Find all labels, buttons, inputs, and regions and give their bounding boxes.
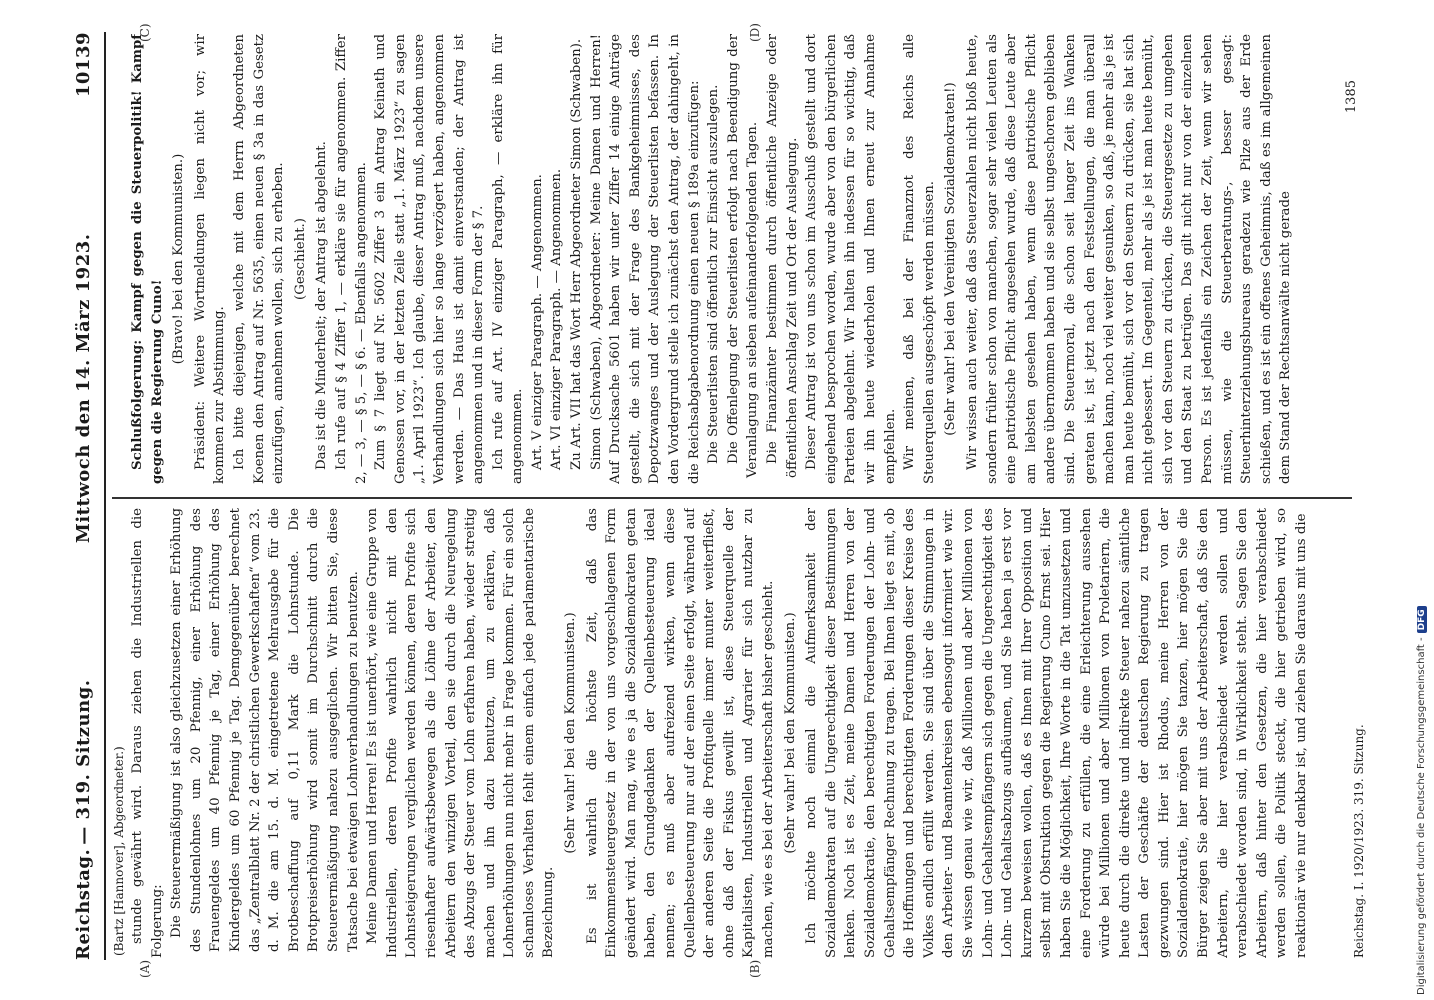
- right-column: [128, 34, 1338, 484]
- interjection: (Sehr wahr! bei den Kommunisten.): [782, 612, 798, 854]
- quoted-paragraph: Die Offenlegung der Steuerlisten erfolgt nach Beendigung der Veranlagung an sieben aufeinanderfolgenden Tagen.: [725, 34, 761, 478]
- paragraph: Zum § 7 liegt auf Nr. 5602 Ziffer 3 ein Antrag Keinath und Genossen vor, in der letzten Zeile statt „1. März 1923“ zu sagen „1. April 1923“. Ich glaube, dieser Antrag muß, nachdem unsere Verhandlungen sich hier so lange verzögert haben, angenommen werden. — Das Haus ist damit einverstanden; der Antrag ist angenommen und in dieser Form der § 7.: [373, 34, 487, 484]
- paragraph: Art. V einziger Paragraph. — Angenommen.: [529, 174, 545, 470]
- quoted-paragraph: Die Steuerlisten sind öffentlich zur Einsicht auszulegen.: [706, 84, 722, 464]
- paragraph: Dieser Antrag ist von uns schon im Ausschuß gestellt und dort eingehend besprochen worden, wurde aber von den bürgerlichen Parteien abgelehnt. Wir halten ihn indessen für so wichtig, daß wir ihn heute wiederholen und Ihnen erneut zur Annahme empfehlen.: [804, 34, 898, 484]
- paragraph: Ich bitte diejenigen, welche mit dem Herrn Abgeordneten Koenen den Antrag auf Nr. 5635, einen neuen § 3a in das Gesetz einzufügen, annehmen wollen, sich zu erheben.: [231, 34, 287, 484]
- rotated-document-page: [48, 20, 1388, 980]
- margin-mark-d: (D): [748, 23, 762, 42]
- paragraph: Wir wissen auch weiter, daß das Steuerzahlen nicht bloß heute, sondern früher schon von manchen, sogar sehr vielen Leuten als eine patriotische Pflicht angesehen wurde, daß diese Leute aber am liebsten gesehen haben, wenn diese patriotische Pflicht andere übernommen haben und sie selbst ungeschoren geblieben sind. Die Steuermoral, die schon seit langer Zeit ins Wanken geraten ist, ist jetzt nach den Feststellungen, die man überall machen kann, noch viel weiter gesunken, so daß, je mehr als je ist man heute bemüht, sich vor den Steuern zu drücken, sie hat sich nicht gebessert. Im Gegenteil, mehr als je ist man heute bemüht, sich vor den Steuern zu drücken, die Steuergesetze zu umgehen und den Staat zu betrügen. Das gilt nicht nur von der einzelnen Person. Es ist jedenfalls ein Zeichen der Zeit, wenn wir sehen müssen, wie die Steuerberatungs-, besser gesagt: Steuerhinterziehungsbureaus geradezu wie Pilze aus der Erde schießen, und es ist ein offenes Geheimnis, daß es im allgemeinen dem Stand der Rechtsanwälte nicht gerade: [964, 34, 1294, 484]
- paragraph: Art. VI einziger Paragraph. — Angenommen.: [549, 168, 565, 470]
- paragraph: Zu Art. VII hat das Wort Herr Abgeordneter Simon (Schwaben).: [569, 38, 585, 470]
- paragraph: Ich rufe auf § 4 Ziffer 1, — erkläre sie für angenommen. Ziffer 2, — 3, — § 5, — § 6. — Ebenfalls angenommen.: [333, 34, 369, 484]
- header-date: Mittwoch den 14. März 1923.: [72, 233, 94, 544]
- column-divider: [112, 497, 1352, 499]
- dfg-logo: DFG: [1417, 606, 1427, 633]
- page-number: 10139: [72, 32, 94, 98]
- margin-mark-a: (A): [138, 959, 152, 978]
- interjection: (Sehr wahr! bei den Kommunisten.): [563, 612, 579, 854]
- paragraph: stunde gewährt wird. Daraus ziehen die Industriellen die Folgerung:: [130, 508, 165, 958]
- paragraph: Ich rufe auf Art. IV einziger Paragraph, — erkläre ihn für angenommen.: [490, 34, 526, 484]
- footer-right: 1385: [1344, 80, 1359, 114]
- paragraph: Simon (Schwaben), Abgeordneter: Meine Damen und Herren! Auf Drucksache 5601 haben wir unter Ziffer 14 einige Anträge gestellt, die sich mit der Frage des Bankgeheimnisses, des Depotzwanges und der Auslegung der Steuerlisten befassen. In den Vordergrund stelle ich zunächst den Antrag, der dahingeht, in die Reichsabgabenordnung einen neuen § 189a einzufügen:: [588, 34, 702, 484]
- digitization-note-text: Digitalisierung gefördert durch die Deutsche Forschungsgemeinschaft -: [1416, 637, 1427, 995]
- interjection: (Bravo! bei den Kommunisten.): [171, 153, 187, 365]
- left-column: [128, 508, 1338, 958]
- page-header: [62, 32, 106, 960]
- paragraph: Es ist wahrlich die höchste Zeit, daß das Einkommensteuergesetz in der von uns vorgeschlagenen Form geändert wird. Man mag, wie es ja die Sozialdemokraten getan haben, den Grundgedanken der Quellenbesteuerung ideal nennen; es muß aber aufreizend wirken, wenn diese Quellenbesteuerung nur auf der einen Seite erfolgt, während auf der anderen Seite die Profitquelle immer munter weiterfließt, ohne daß der Fiskus gewillt ist, diese Steuerquelle der Kapitalisten, Industriellen und Agrarier für sich nutzbar zu machen, wie es bei der Arbeiterschaft bisher geschieht.: [584, 508, 776, 958]
- interjection: (Sehr wahr! bei den Vereinigten Sozialdemokraten!): [943, 82, 959, 436]
- interjection: (Geschieht.): [292, 218, 308, 300]
- paragraph: Schlußfolgerung: Kampf gegen die Steuerpolitik! Kampf gegen die Regierung Cuno!: [130, 34, 165, 484]
- margin-mark-c: (C): [138, 23, 152, 42]
- header-left: [73, 679, 94, 960]
- paragraph: Meine Damen und Herren! Es ist unerhört, wie eine Gruppe von Industriellen, deren Profite wahrlich nicht mit den Lohnsteigerungen verglichen werden können, deren Profite sich riesenhafter aufwärtsbewegen als die Löhne der Arbeiter, den Arbeitern den winzigen Vorteil, den sie durch die Neuregelung des Abzugs der Steuer vom Lohn erfahren haben, wieder streitig machen und ihn dazu benutzen, um zu erklären, daß Lohnerhöhungen nun nicht mehr in Frage kommen. Für ein solch schamloses Verhalten fehlt einem einfach jede parlamentarische Bezeichnung.: [365, 508, 557, 958]
- paragraph: Das ist die Minderheit; der Antrag ist abgelehnt.: [314, 141, 330, 470]
- paragraph: Wir meinen, daß bei der Finanznot des Reichs alle Steuerquellen ausgeschöpft werden müssen.: [902, 34, 937, 484]
- header-session: — 319. Sitzung.: [72, 679, 94, 845]
- paragraph: Ich möchte noch einmal die Aufmerksamkeit der Sozialdemokraten auf die Ungerechtigkeit dieser Bestimmungen lenken. Noch ist es Zeit, meine Damen und Herren von der Sozialdemokratie, den berechtigten Forderungen der Lohn- und Gehaltsempfänger Rechnung zu tragen. Bei Ihnen liegt es mit, ob die Hoffnungen und berechtigten Forderungen dieser Kreise des Volkes endlich erfüllt werden. Sie sind über die Stimmungen in den Arbeiter- und Beamtenkreisen ebensogut informiert wie wir. Sie wissen genau wie wir, daß Millionen und aber Millionen von Lohn- und Gehaltsempfängern sich gegen die Ungerechtigkeit des Lohn- und Gehaltsabzugs aufbäumen, und Sie haben ja erst vor kurzem beweisen wollen, daß es Ihnen mit Ihrer Opposition und selbst mit Obstruktion gegen die Regierung Cuno Ernst sei. Hier haben Sie die Möglichkeit, Ihre Worte in die Tat umzusetzen und eine Forderung zu erfüllen, die eine Erleichterung aussehen würde bei Millionen und aber Millionen von Proletariern, die heute durch die direkte und indirekte Steuer nahezu sämtliche Lasten der Geschäfte der deutschen Regierung zu tragen gezwungen sind. Hier ist Rhodus, meine Herren von der Sozialdemokratie, hier mögen Sie tanzen, hier mögen Sie die Bürger zeigen Sie aber mit uns der Arbeiterschaft, daß Sie den Arbeitern, die hier verabschiedet werden sollen und verabschiedet worden sind, in Wirklichkeit steht. Sagen Sie den Arbeitern, daß hinter den Gesetzen, die hier verabschiedet werden sollen, die Politik steckt, die hier getrieben wird, so reaktionär wie nur denkbar ist, und ziehen Sie daraus mit uns die: [804, 508, 1310, 958]
- paragraph: Präsident: Weitere Wortmeldungen liegen nicht vor; wir kommen zur Abstimmung.: [192, 34, 228, 484]
- speaker-tag: (Bartz [Hannover], Abgeordneter.): [112, 746, 126, 956]
- quoted-paragraph: Die Finanzämter bestimmen durch öffentliche Anzeige oder öffentlichen Anschlag Zeit und Ort der Auslegung.: [765, 34, 800, 478]
- header-chamber: Reichstag.: [72, 848, 94, 960]
- margin-mark-b: (B): [748, 959, 762, 978]
- footer-left: Reichstag. I. 1920/1923. 319. Sitzung.: [1352, 724, 1366, 958]
- digitization-note: [1416, 606, 1427, 995]
- quoted-paragraph: Die Steuerermäßigung ist also gleichzusetzen einer Erhöhung des Stundenlohnes um 20 Pfennig, einer Erhöhung des Frauengeldes um 40 Pfennig je Tag, einer Erhöhung des Kindergeldes um 60 Pfennig je Tag. Demgegenüber berechnet das „Zentralblatt Nr. 2 der christlichen Gewerkschaften“ vom 23. d. M. die am 15. d. M. eingetretene Mehrausgabe für die Brotbeschaffung auf 0,11 Mark die Lohnstunde. Die Brotpreiserhöhung wird somit im Durchschnitt durch die Steuerermäßigung nahezu ausgeglichen. Wir bitten Sie, diese Tatsache bei etwaigen Lohnverhandlungen zu benutzen.: [169, 508, 361, 952]
